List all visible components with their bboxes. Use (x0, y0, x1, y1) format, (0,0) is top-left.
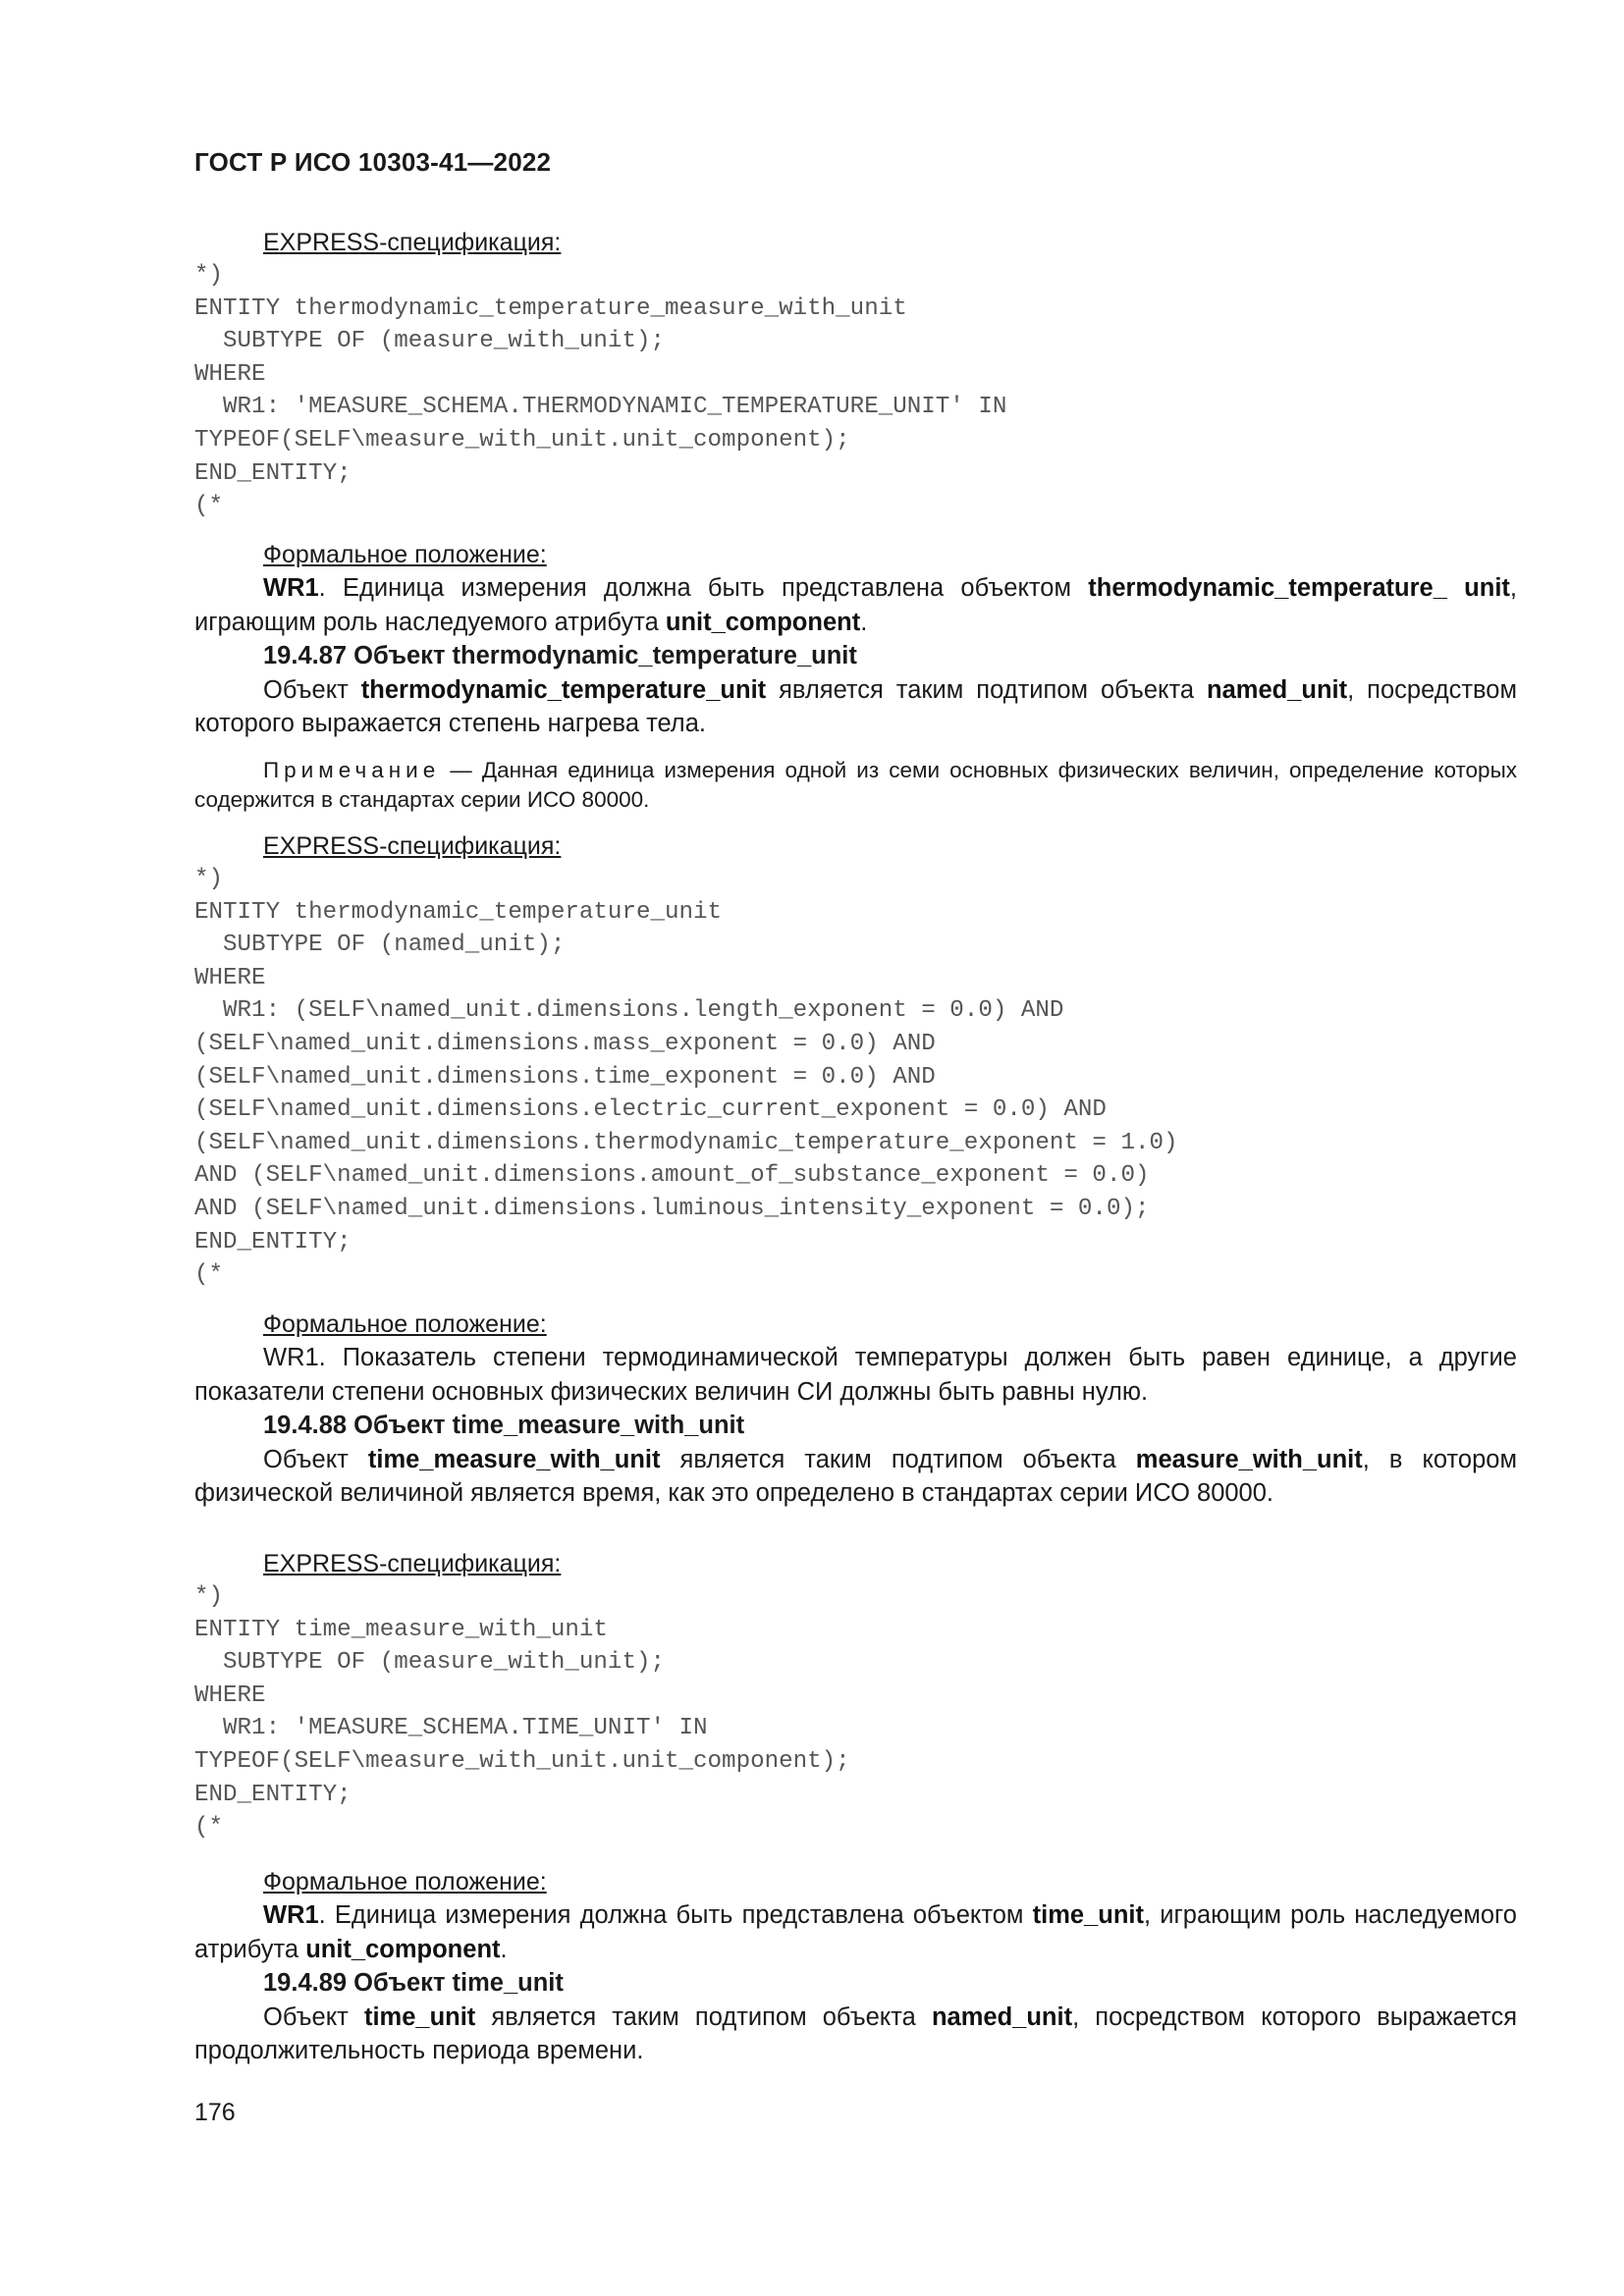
text-run: , посредством которого выражается степень нагрева тела. (194, 675, 1517, 737)
text-run: . (860, 608, 868, 636)
section-heading-19-4-87: 19.4.87 Объект thermodynamic_temperature_unit (263, 642, 857, 669)
formal-block-1 (194, 538, 1517, 741)
page-number: 176 (194, 2099, 236, 2126)
bold-term: unit_component (305, 1935, 501, 1963)
express-block-2 (194, 829, 1517, 1292)
paragraph-19-4-88 (194, 1443, 1517, 1511)
express-spec-label: EXPRESS-спецификация: (263, 1550, 562, 1577)
formal-text-3 (194, 1898, 1517, 1966)
text-run: . (500, 1935, 508, 1963)
formal-label: Формальное положение: (263, 1310, 547, 1338)
bold-term: named_unit (1207, 675, 1348, 704)
bold-term: unit_component (665, 608, 861, 636)
bold-term: time_unit (363, 2002, 476, 2031)
bold-term: time_unit (1032, 1901, 1144, 1929)
text-run: , играющим роль наследуемого атрибута (194, 1901, 1517, 1963)
express-spec-label: EXPRESS-спецификация: (263, 832, 562, 860)
note-body: — Данная единица измерения одной из семи основных физических величин, определение которых содержится в стандартах серии ИСО 80000. (194, 758, 1517, 812)
text-run: , в котором физической величиной является время, как это определено в стандартах серии ИСО 80000. (194, 1445, 1517, 1507)
note-block (194, 756, 1517, 815)
formal-block-2 (194, 1308, 1517, 1511)
text-run: Объект (263, 2002, 364, 2031)
text-run: , посредством которого выражается продолжительность периода времени. (194, 2002, 1518, 2064)
formal-label: Формальное положение: (263, 1868, 547, 1896)
bold-term: time_measure_with_unit (367, 1445, 661, 1473)
bold-term: WR1 (263, 574, 319, 602)
bold-term: measure_with_unit (1135, 1445, 1363, 1473)
formal-label: Формальное положение: (263, 541, 547, 568)
text-run: является таким подтипом объекта (766, 675, 1208, 704)
express-spec-label: EXPRESS-спецификация: (263, 229, 562, 256)
formal-block-3 (194, 1865, 1517, 2068)
express-code-3: *) ENTITY time_measure_with_unit SUBTYPE OF (measure_with_unit); WHERE WR1: 'MEASURE_SCHEMA.TIME_UNIT' IN TYPEOF(SELF\measure_with_unit.unit_component); END_ENTITY; (* (194, 1583, 850, 1842)
bold-term: named_unit (931, 2002, 1073, 2031)
text-run: Объект (263, 675, 361, 704)
bold-term: WR1 (263, 1901, 319, 1929)
text-run: . Единица измерения должна быть представлена объектом (318, 1901, 1033, 1929)
formal-text-1 (194, 571, 1517, 639)
note-text (194, 756, 1517, 815)
bold-term: thermodynamic_temperature_ unit (1088, 574, 1510, 602)
express-code-1: *) ENTITY thermodynamic_temperature_measure_with_unit SUBTYPE OF (measure_with_unit); WHERE WR1: 'MEASURE_SCHEMA.THERMODYNAMIC_TEMPERATURE_UNIT' IN TYPEOF(SELF\measure_with_unit.unit_component); END_ENTITY; (* (194, 262, 1007, 520)
section-heading-19-4-89: 19.4.89 Объект time_unit (263, 1969, 564, 1997)
bold-term: thermodynamic_temperature_unit (360, 675, 767, 704)
formal-text-2: WR1. Показатель степени термодинамической температуры должен быть равен единице, а другие показатели степени основных физических величин СИ должны быть равны нулю. (194, 1344, 1517, 1406)
express-code-2: *) ENTITY thermodynamic_temperature_unit SUBTYPE OF (named_unit); WHERE WR1: (SELF\named_unit.dimensions.length_exponent = 0.0) AND (SELF\named_unit.dimensions.mass_exponent = 0.0) AND (SELF\named_unit.dimensions.time_exponent = 0.0) AND (SELF\named_unit.dimensions.electric_current_exponent = 0.0) AND (SELF\named_unit.dimensions.thermodynamic_temperature_exponent = 1.0) AND (SELF\named_unit.dimensions.amount_of_substance_exponent = 0.0) AND (SELF\named_unit.dimensions.luminous_intensity_exponent = 0.0); END_ENTITY; (* (194, 866, 1178, 1289)
text-run: является таким подтипом объекта (475, 2002, 932, 2031)
paragraph-19-4-87 (194, 673, 1517, 741)
section-heading-19-4-88: 19.4.88 Объект time_measure_with_unit (263, 1412, 745, 1439)
document-header: ГОСТ Р ИСО 10303-41—2022 (194, 147, 552, 177)
text-run: Объект (263, 1445, 368, 1473)
paragraph-19-4-89 (194, 2001, 1517, 2068)
note-label: Примечание (263, 758, 441, 782)
text-run: , играющим роль наследуемого атрибута (194, 574, 1517, 636)
text-run: . Единица измерения должна быть представлена объектом (318, 574, 1089, 602)
text-run: является таким подтипом объекта (660, 1445, 1136, 1473)
express-block-1 (194, 226, 1517, 523)
express-block-3 (194, 1547, 1517, 1844)
